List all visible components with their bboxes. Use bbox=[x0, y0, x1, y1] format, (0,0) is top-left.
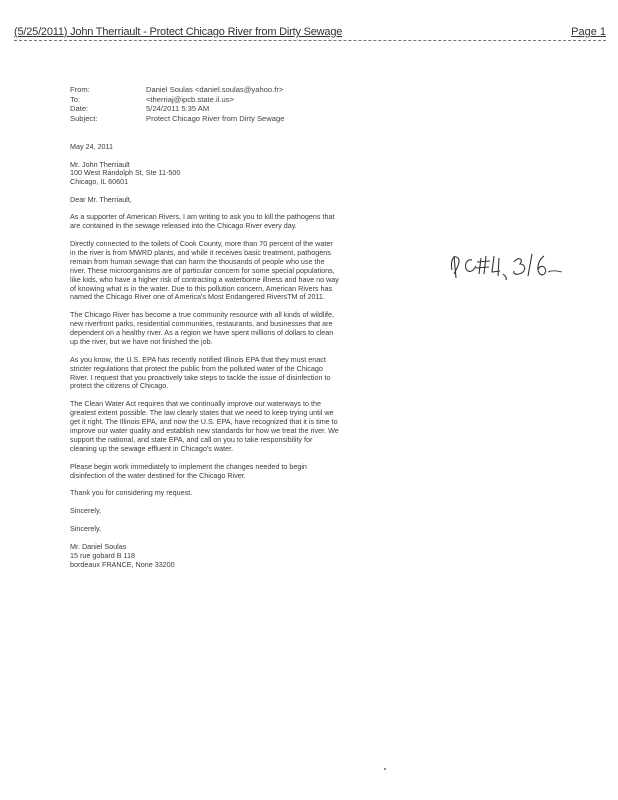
address-line: 100 West Randolph St, Ste 11-500 bbox=[70, 168, 181, 178]
meta-subject-value: Protect Chicago River from Dirty Sewage bbox=[146, 113, 285, 123]
meta-to-row bbox=[70, 95, 284, 105]
address-line: Chicago, IL 60601 bbox=[70, 177, 129, 187]
meta-to-label: To: bbox=[70, 94, 81, 104]
paragraph: The Chicago River has become a true community resource with all kinds of wildlife, new riverfront parks, residential communities, restaurants, and businesses that are dependent on a healthy river. As a region we have spent millions of dollars to clean up the river, but we have not finished the job. bbox=[70, 310, 335, 346]
closing-line: Sincerely, bbox=[70, 523, 102, 533]
recipient-address bbox=[70, 161, 340, 188]
meta-date-value: 5/24/2011 5:35 AM bbox=[146, 104, 210, 114]
letter-body bbox=[70, 143, 340, 569]
meta-subject-label: Subject: bbox=[70, 113, 98, 123]
signature-line: Mr. Daniel Soulas bbox=[70, 541, 127, 551]
signature-line: 15 rue gobard B 118 bbox=[70, 550, 136, 560]
meta-to-value: <therriaj@ipcb.state.il.us> bbox=[146, 94, 234, 104]
header-divider bbox=[14, 40, 606, 41]
letter-date: May 24, 2011 bbox=[70, 142, 114, 151]
meta-from-label: From: bbox=[70, 85, 90, 94]
paragraph: Please begin work immediately to implement the changes needed to begin disinfection of the water destined for the Chicago River. bbox=[70, 461, 307, 480]
handwritten-annotation bbox=[448, 246, 566, 280]
meta-subject-row bbox=[70, 114, 284, 124]
header-title: (5/25/2011) John Therriault - Protect Chicago River from Dirty Sewage bbox=[14, 26, 343, 38]
closing-block bbox=[70, 507, 340, 534]
address-line: Mr. John Therriault bbox=[70, 159, 130, 169]
meta-date-label: Date: bbox=[70, 104, 89, 114]
closing-line: Sincerely, bbox=[70, 506, 102, 516]
paragraph: As you know, the U.S. EPA has recently notified Illinois EPA that they must enact stricter regulations that protect the public from the polluted water of the Chicago River. I request that you proactively take steps to tackle the issue of disinfection to protect the citizens of Chicago. bbox=[70, 354, 331, 391]
email-metadata bbox=[70, 85, 284, 123]
meta-from-value: Daniel Soulas <daniel.soulas@yahoo.fr> bbox=[146, 85, 284, 94]
fax-header bbox=[14, 26, 606, 40]
signature-line: bordeaux FRANCE, None 33200 bbox=[70, 559, 175, 569]
meta-from-row bbox=[70, 85, 284, 95]
paragraph: Directly connected to the toilets of Cook County, more than 70 percent of the water in the river is from MWRD plants, and while it receives basic treatment, pathogens remain from human sewage that can harm the thousands of people who use the river. These microorganisms are of particular concern for some special populations, like kids, who have a higher risk of contracting a waterborne illness and have no way of knowing what is in the water. Due to this pollution concern, American Rivers has named the Chicago River one of America's Most Endangered RiversTM of 2011. bbox=[70, 239, 339, 302]
paragraph: The Clean Water Act requires that we continually improve our waterways to the greatest extent possible. The law clearly states that we need to keep trying until we get it right. The Illinois EPA, and now the U.S. EPA, have recognized that it is time to improve our water quality and establish new standards for how we treat the river. We support the national, and state EPA, and call on you to take responsibility for cleaning up the sewage effluent in Chicago's water. bbox=[70, 399, 339, 453]
scan-speck bbox=[384, 768, 386, 770]
paragraph: Thank you for considering my request. bbox=[70, 488, 193, 498]
page-number: Page 1 bbox=[571, 26, 606, 38]
signature-block bbox=[70, 543, 340, 570]
meta-date-row bbox=[70, 104, 284, 114]
paragraph: As a supporter of American Rivers, I am writing to ask you to kill the pathogens that are contained in the sewage released into the Chicago River every day. bbox=[70, 212, 335, 231]
salutation: Dear Mr. Therriault, bbox=[70, 194, 132, 204]
